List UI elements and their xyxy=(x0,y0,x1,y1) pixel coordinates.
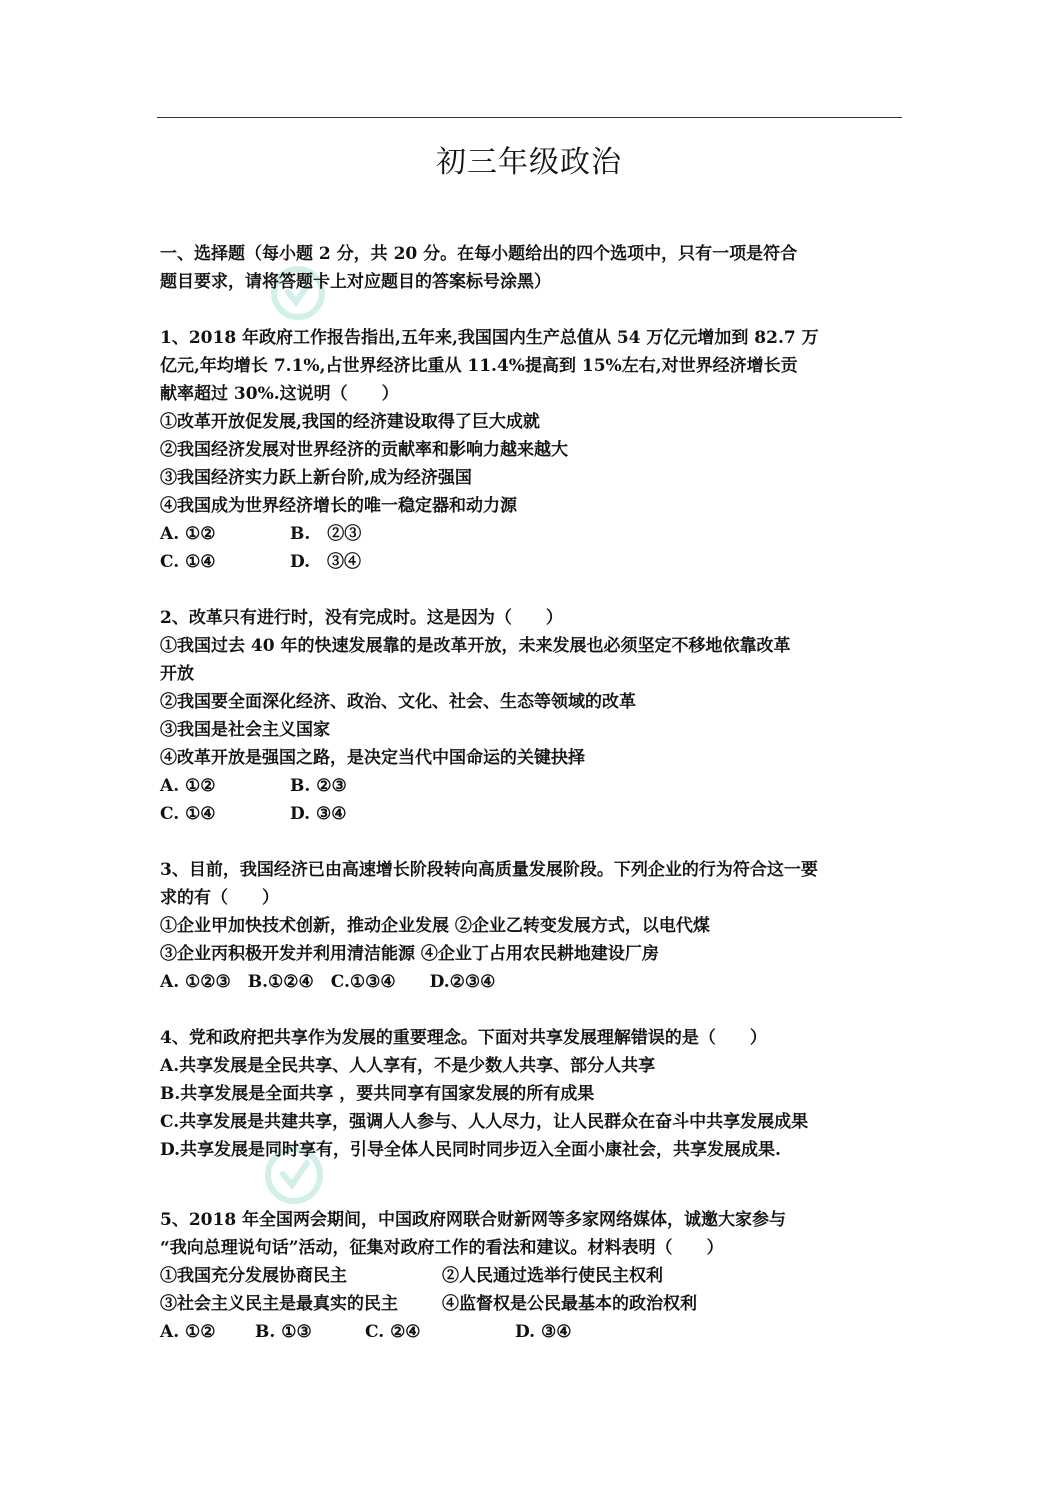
option-b: B. ②③ xyxy=(290,776,347,796)
option-row xyxy=(160,548,900,576)
option-item: A.共享发展是全民共享、人人享有，不是少数人共享、部分人共享 xyxy=(160,1056,656,1076)
statement-item: ①我国充分发展协商民主 xyxy=(160,1266,347,1286)
section-heading: 一、选择题（每小题 2 分，共 20 分。在每小题给出的四个选项中，只有一项是符合 题目要求，请将答题卡上对应题目的答案标号涂黑） xyxy=(160,244,798,292)
statement-item: ②人民通过选举行使民主权利 xyxy=(442,1266,663,1286)
statement-item: 开放 xyxy=(160,664,194,684)
option-c: C. ②④ xyxy=(365,1322,421,1342)
question-4: 4、党和政府把共享作为发展的重要理念。下面对共享发展理解错误的是（ ） A.共享发展是全民共享、人人享有，不是少数人共享、部分人共享 B.共享发展是全面共享 ，要共同享有国家发展的所有成果 C.共享发展是共建共享，强调人人参与、人人尽力，让人民群众在奋斗中共享发展成果 D.共享发展是同时享有，引导全体人民同时同步迈入全面小康社会，共享发展成果. xyxy=(160,1024,900,1164)
exam-content xyxy=(160,240,900,1346)
statement-item: ①改革开放促发展,我国的经济建设取得了巨大成就 xyxy=(160,412,540,432)
statement-item: ④改革开放是强国之路，是决定当代中国命运的关键抉择 xyxy=(160,748,585,768)
option-row xyxy=(160,800,900,828)
statement-item: ④监督权是公民最基本的政治权利 xyxy=(442,1294,697,1314)
option-row xyxy=(160,772,900,800)
statement-item: ③我国是社会主义国家 xyxy=(160,720,330,740)
option-c: C. ①④ xyxy=(160,552,216,572)
option-a: A. ①② xyxy=(160,1322,216,1342)
option-a: A. ①② xyxy=(160,524,216,544)
option-item: C.共享发展是共建共享，强调人人参与、人人尽力，让人民群众在奋斗中共享发展成果 xyxy=(160,1112,809,1132)
statement-item: ②我国要全面深化经济、政治、文化、社会、生态等领域的改革 xyxy=(160,692,636,712)
question-1: 1、2018 年政府工作报告指出,五年来,我国国内生产总值从 54 万亿元增加到 82.7 万 亿元,年均增长 7.1%,占世界经济比重从 11.4%提高到 15%左右,对世界经济增长贡 献率超过 30%.这说明（ ） ①改革开放促发展,我国的经济建设取得了巨大成就 ②我国经济发展对世界经济的贡献率和影响力越来越大 ③我国经济实力跃上新台阶,成为经济强国 ④我国成为世界经济增长的唯一稳定器和动力源 A. ①② B. ②③ C. ①④ D. ③④ xyxy=(160,324,900,576)
option-item: D.共享发展是同时享有，引导全体人民同时同步迈入全面小康社会，共享发展成果. xyxy=(160,1140,781,1160)
question-3: 3、目前，我国经济已由高速增长阶段转向高质量发展阶段。下列企业的行为符合这一要 求的有（ ） ①企业甲加快技术创新，推动企业发展 ②企业乙转变发展方式，以电代煤 ③企业丙积极开发并利用清洁能源 ④企业丁占用农民耕地建设厂房 A. ①②③ B.①②④ C.①③④ D.②③④ xyxy=(160,856,900,996)
option-b: B. ①③ xyxy=(255,1322,312,1342)
page-title: 初三年级政治 xyxy=(436,145,622,180)
header-rule xyxy=(157,117,902,118)
option-d: D. ③④ xyxy=(290,804,347,824)
statement-row xyxy=(160,1290,900,1318)
option-item: B.共享发展是全面共享 ，要共同享有国家发展的所有成果 xyxy=(160,1084,595,1104)
statement-row xyxy=(160,1262,900,1290)
option-c: C. ①④ xyxy=(160,804,216,824)
option-row xyxy=(160,1318,900,1346)
option-row xyxy=(160,520,900,548)
option-row: A. ①②③ B.①②④ C.①③④ D.②③④ xyxy=(160,972,496,992)
statement-item: ①企业甲加快技术创新，推动企业发展 ②企业乙转变发展方式，以电代煤 xyxy=(160,916,710,936)
option-a: A. ①② xyxy=(160,776,216,796)
statement-item: ②我国经济发展对世界经济的贡献率和影响力越来越大 xyxy=(160,440,568,460)
question-5: 5、2018 年全国两会期间，中国政府网联合财新网等多家网络媒体，诚邀大家参与 “我向总理说句话”活动，征集对政府工作的看法和建议。材料表明（ ） ①我国充分发展协商民主 ②人民通过选举行使民主权利 ③社会主义民主是最真实的民主 ④监督权是公民最基本的政治权利 A. ①② B. ①③ C. ②④ D. ③④ xyxy=(160,1206,900,1346)
option-b: B. ②③ xyxy=(290,524,362,544)
statement-item: ①我国过去 40 年的快速发展靠的是改革开放，未来发展也必须坚定不移地依靠改革 xyxy=(160,636,791,656)
question-2: 2、改革只有进行时，没有完成时。这是因为（ ） ①我国过去 40 年的快速发展靠的是改革开放，未来发展也必须坚定不移地依靠改革 开放 ②我国要全面深化经济、政治、文化、社会、生态等领域的改革 ③我国是社会主义国家 ④改革开放是强国之路，是决定当代中国命运的关键抉择 A. ①② B. ②③ C. ①④ D. ③④ xyxy=(160,604,900,828)
statement-item: ③社会主义民主是最真实的民主 xyxy=(160,1294,398,1314)
option-d: D. ③④ xyxy=(515,1322,572,1342)
option-d: D. ③④ xyxy=(290,552,362,572)
statement-item: ④我国成为世界经济增长的唯一稳定器和动力源 xyxy=(160,496,517,516)
statement-item: ③企业丙积极开发并利用清洁能源 ④企业丁占用农民耕地建设厂房 xyxy=(160,944,659,964)
statement-item: ③我国经济实力跃上新台阶,成为经济强国 xyxy=(160,468,472,488)
